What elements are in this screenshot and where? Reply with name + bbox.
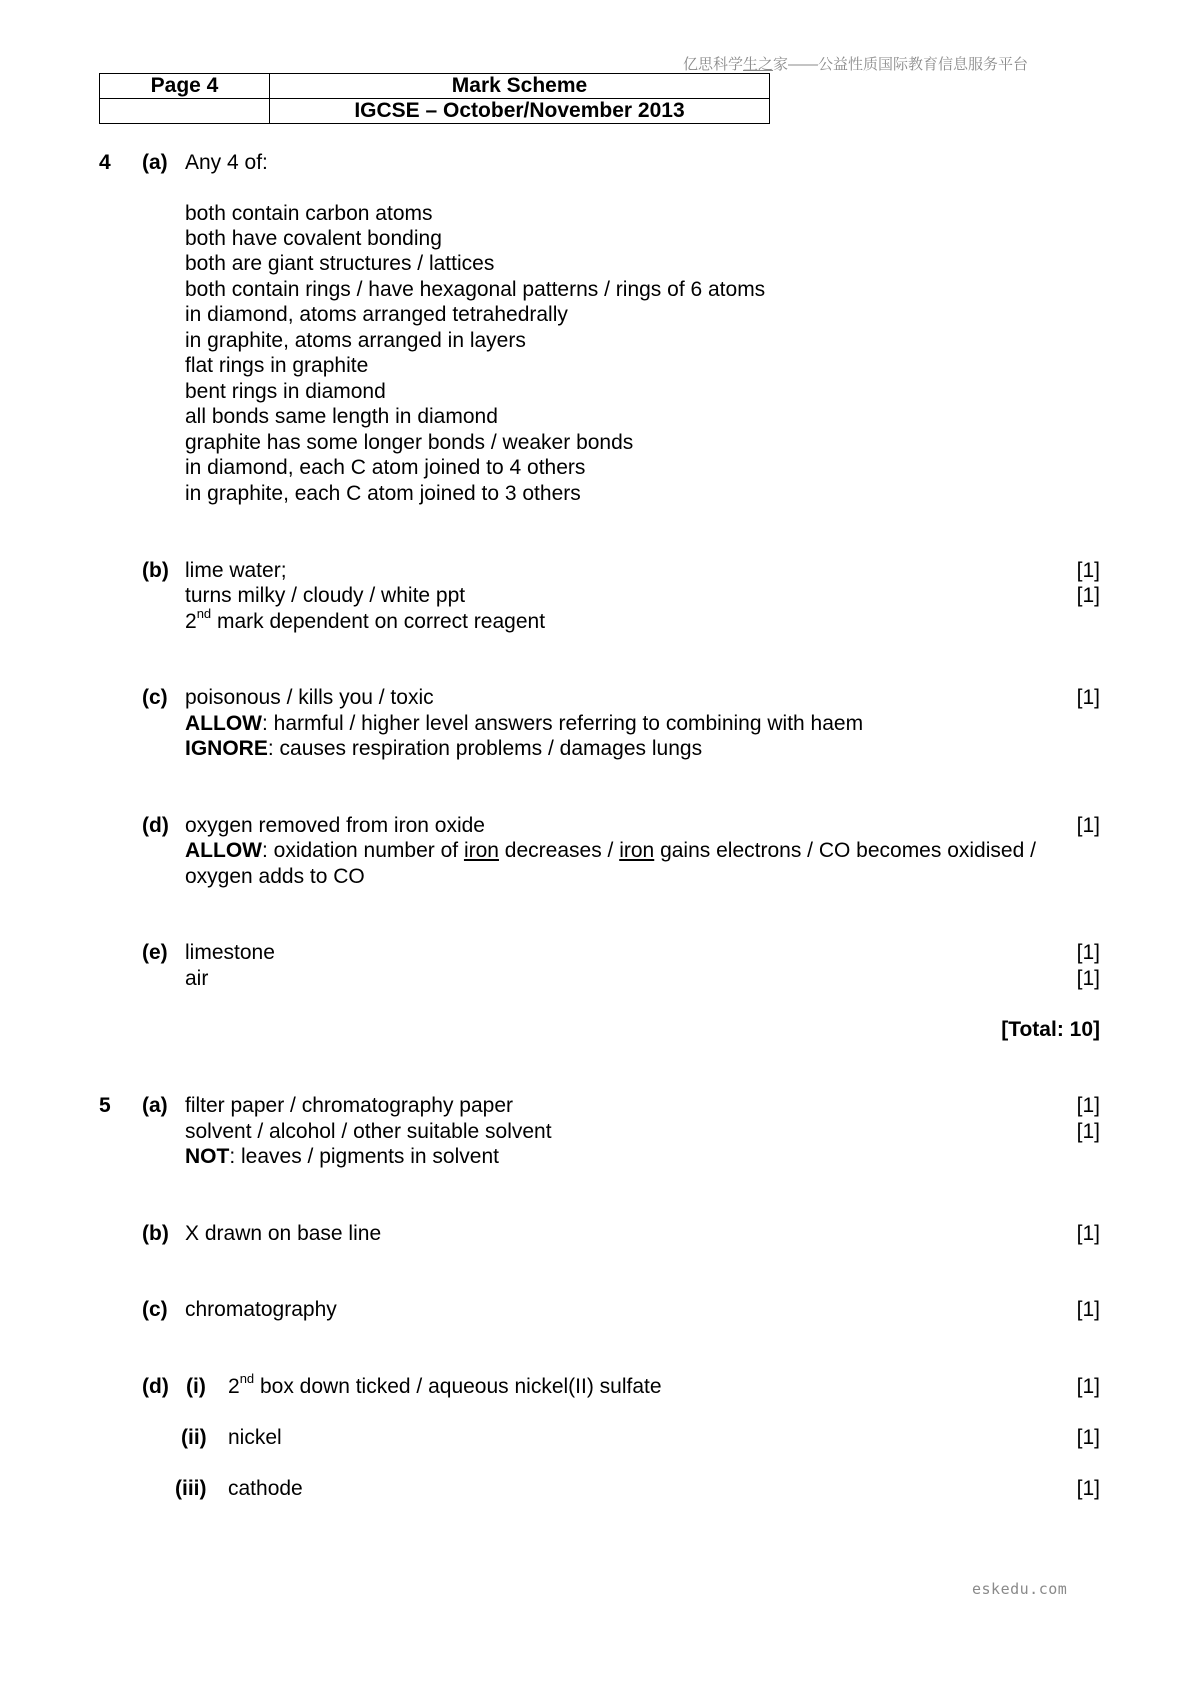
watermark-text: 亿思科学 (683, 56, 744, 73)
mark-value: [1] (1076, 686, 1100, 709)
list-item: both contain carbon atoms (185, 202, 433, 225)
q4b-line2: turns milky / cloudy / white ppt (185, 584, 466, 607)
watermark-top (683, 53, 1028, 74)
q5c-line1: chromatography (185, 1298, 337, 1321)
mark-value: [1] (1076, 1094, 1100, 1117)
q5b-line1: X drawn on base line (185, 1222, 382, 1245)
ignore-text: : causes respiration problems / damages lungs (267, 737, 703, 760)
part-label-5b: (b) (142, 1222, 169, 1245)
page-number: Page 4 (100, 74, 270, 99)
subpart-label-ii: (ii) (181, 1426, 207, 1449)
list-item: both have covalent bonding (185, 227, 442, 250)
list-item: all bonds same length in diamond (185, 405, 498, 428)
part-label-4a: (a) (142, 151, 168, 174)
allow-label: ALLOW (185, 712, 262, 735)
q5d-iii-text: cathode (228, 1477, 303, 1500)
subpart-label-i: (i) (186, 1375, 206, 1398)
mark-value: [1] (1076, 1477, 1100, 1500)
q4e-line2: air (185, 967, 209, 990)
q4d-allow (185, 838, 1036, 863)
mark-value: [1] (1076, 1298, 1100, 1321)
q4d-line1: oxygen removed from iron oxide (185, 814, 485, 837)
mark-value: [1] (1076, 559, 1100, 582)
question-number-5: 5 (99, 1094, 111, 1117)
list-item: in diamond, atoms arranged tetrahedrally (185, 303, 568, 326)
q5a-not (185, 1144, 499, 1169)
mark-value: [1] (1076, 941, 1100, 964)
mark-value: [1] (1076, 1222, 1100, 1245)
q4b-note (185, 606, 546, 634)
mark-value: [1] (1076, 814, 1100, 837)
mark-value: [1] (1076, 1120, 1100, 1143)
q4b-note-text: mark dependent on correct reagent (211, 610, 546, 633)
question-number-4: 4 (99, 151, 111, 174)
part-label-4d: (d) (142, 814, 169, 837)
part-label-4b: (b) (142, 559, 169, 582)
mark-value: [1] (1076, 967, 1100, 990)
q4b-line1: lime water; (185, 559, 287, 582)
q4d-line3: oxygen adds to CO (185, 865, 365, 888)
list-item: both are giant structures / lattices (185, 252, 495, 275)
subpart-label-iii: (iii) (175, 1477, 207, 1500)
allow-text: decreases / (498, 839, 620, 862)
list-item: in diamond, each C atom joined to 4 others (185, 456, 586, 479)
q4c-line1: poisonous / kills you / toxic (185, 686, 434, 709)
exam-session: IGCSE – October/November 2013 (270, 99, 770, 124)
q5d-ii-text: nickel (228, 1426, 282, 1449)
document-title: Mark Scheme (270, 74, 770, 99)
allow-text: : oxidation number of (261, 839, 464, 862)
list-item: flat rings in graphite (185, 354, 369, 377)
not-text: : leaves / pigments in solvent (229, 1145, 499, 1168)
ignore-label: IGNORE (185, 737, 268, 760)
q4c-allow (185, 711, 863, 736)
mark-value: [1] (1076, 1426, 1100, 1449)
q4e-line1: limestone (185, 941, 275, 964)
list-item: in graphite, each C atom joined to 3 others (185, 482, 581, 505)
q4b-note-number: 2 (185, 610, 197, 633)
header-table (99, 73, 770, 124)
mark-value: [1] (1076, 584, 1100, 607)
q5a-line2: solvent / alcohol / other suitable solvent (185, 1120, 552, 1143)
q5d-i-rest: box down ticked / aqueous nickel(II) sulfate (254, 1375, 662, 1398)
empty-cell (100, 99, 270, 124)
q4c-ignore (185, 736, 702, 761)
part-label-4e: (e) (142, 941, 168, 964)
q5d-i-text (228, 1371, 662, 1399)
list-item: graphite has some longer bonds / weaker bonds (185, 431, 634, 454)
not-label: NOT (185, 1145, 230, 1168)
list-item: both contain rings / have hexagonal patterns / rings of 6 atoms (185, 278, 766, 301)
part-label-5d: (d) (142, 1375, 169, 1398)
allow-text: : harmful / higher level answers referring to combining with haem (261, 712, 864, 735)
q5d-i-number: 2 (228, 1375, 240, 1398)
allow-label: ALLOW (185, 839, 262, 862)
watermark-text-underlined: 生之 (743, 56, 774, 73)
q5d-i-superscript: nd (239, 1371, 255, 1386)
allow-text: gains electrons / CO becomes oxidised / (654, 839, 1036, 862)
part-label-5a: (a) (142, 1094, 168, 1117)
q5a-line1: filter paper / chromatography paper (185, 1094, 514, 1117)
watermark-domain: eskedu.com (972, 1580, 1068, 1598)
watermark-text-suffix: 家——公益性质国际教育信息服务平台 (773, 56, 1029, 73)
q4b-note-superscript: nd (196, 606, 212, 621)
list-item: bent rings in diamond (185, 380, 386, 403)
underlined-term: iron (463, 839, 499, 862)
q4a-intro: Any 4 of: (185, 151, 268, 174)
part-label-4c: (c) (142, 686, 168, 709)
underlined-term: iron (619, 839, 655, 862)
part-label-5c: (c) (142, 1298, 168, 1321)
total-marks: [Total: 10] (1001, 1018, 1100, 1041)
list-item: in graphite, atoms arranged in layers (185, 329, 526, 352)
mark-value: [1] (1076, 1375, 1100, 1398)
